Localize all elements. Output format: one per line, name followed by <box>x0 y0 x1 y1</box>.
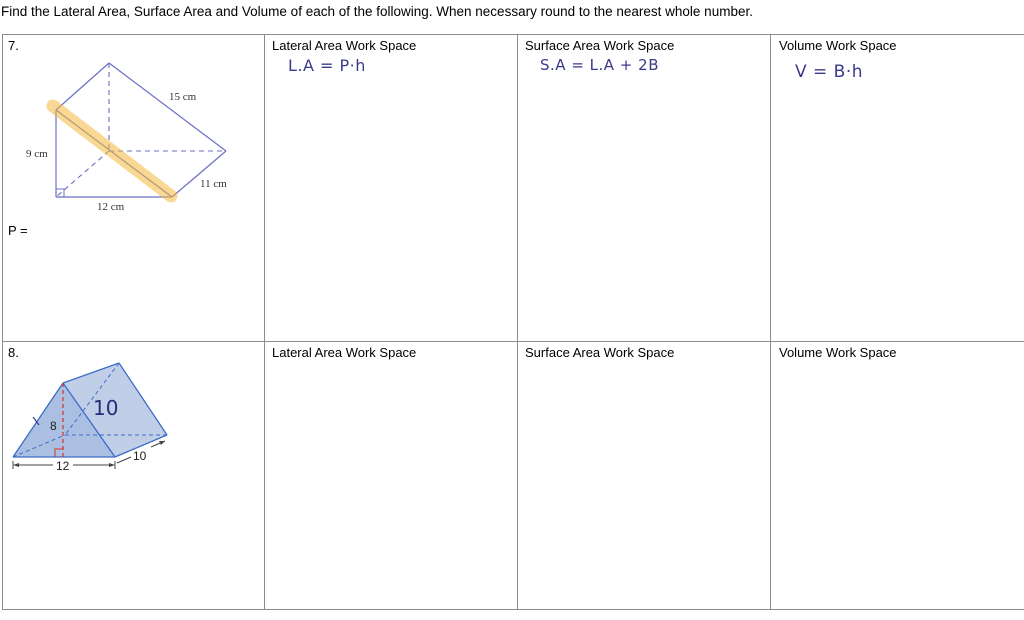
problem-7-number: 7. <box>8 38 19 53</box>
label-12cm: 12 cm <box>97 201 125 213</box>
problem-7-prism-figure <box>20 55 250 220</box>
label-9cm: 9 cm <box>26 148 48 160</box>
p8-volume-header: Volume Work Space <box>779 345 897 360</box>
p8-surface-header: Surface Area Work Space <box>525 345 675 360</box>
p7-lateral-formula: L.A = P·h <box>288 56 366 75</box>
label-12: 12 <box>56 459 70 473</box>
p7-surface-formula: S.A = L.A + 2B <box>540 56 659 74</box>
label-8: 8 <box>50 419 57 433</box>
problem-8-prism-figure <box>5 355 185 480</box>
p7-surface-header: Surface Area Work Space <box>525 38 675 53</box>
problem-8-number: 8. <box>8 345 19 360</box>
p7-volume-header: Volume Work Space <box>779 38 897 53</box>
label-10-length: 10 <box>133 449 147 463</box>
label-15cm: 15 cm <box>169 91 197 103</box>
p8-lateral-header: Lateral Area Work Space <box>272 345 417 360</box>
instructions: Find the Lateral Area, Surface Area and Volume of each of the following. When necessary round to the nearest whole number. <box>1 4 753 19</box>
label-11cm: 11 cm <box>200 178 227 190</box>
perimeter-label: P = <box>8 223 28 238</box>
handwritten-label-10: 10 <box>93 396 119 420</box>
p7-volume-formula: V = B·h <box>795 62 864 82</box>
highlight-mark <box>53 106 171 196</box>
p7-lateral-header: Lateral Area Work Space <box>272 38 417 53</box>
